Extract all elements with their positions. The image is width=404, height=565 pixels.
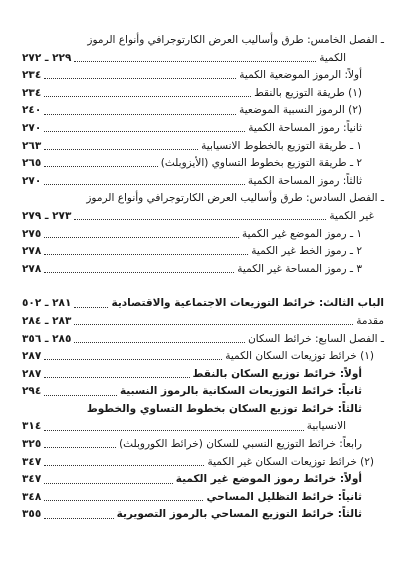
toc-entry-page: ٢٣٤ xyxy=(22,69,42,82)
toc-entry-title: ثالثاً: رموز المساحة الكمية xyxy=(247,174,362,187)
toc-entry-title: أولاً: خرائط توزيع السكان بالنقط xyxy=(192,367,362,380)
dot-leader xyxy=(44,447,116,448)
toc-entry-page: ٣٤٧ xyxy=(22,473,42,486)
toc-entry xyxy=(22,102,384,120)
toc-entry-title: ـ الفصل السادس: طرق وأساليب العرض الكارتوجرافي وأنواع الرموز xyxy=(86,192,384,205)
toc-entry xyxy=(22,295,384,313)
toc-entry-title: غير الكمية xyxy=(329,209,374,222)
toc-entry-page: ٣٢٥ xyxy=(22,438,42,451)
toc-entry-page: ٢٩٤ xyxy=(22,385,42,398)
toc-entry xyxy=(22,401,384,419)
toc-entry-page: ٢٨١ ـ ٥٠٢ xyxy=(22,297,72,310)
toc-entry xyxy=(22,67,384,85)
toc-entry-page: ٢٨٣ ـ ٢٨٤ xyxy=(22,314,72,327)
toc-entry-title: ثانياً: خرائط التوزيعات السكانية بالرموز النسبية xyxy=(119,385,362,398)
toc-entry-title: الباب الثالث: خرائط التوزيعات الاجتماعية والاقتصادية xyxy=(111,297,384,310)
toc-entry xyxy=(22,348,384,366)
toc-entry-page: ٣٤٨ xyxy=(22,490,42,503)
dot-leader xyxy=(74,307,108,308)
dot-leader xyxy=(44,166,158,167)
dot-leader xyxy=(44,254,248,255)
toc-entry xyxy=(22,366,384,384)
dot-leader xyxy=(44,184,245,185)
dot-leader xyxy=(74,342,245,343)
toc-entry-page: ٢٢٩ ـ ٢٧٢ xyxy=(22,51,72,64)
toc-entry xyxy=(22,436,384,454)
dot-leader xyxy=(44,272,234,273)
toc-entry-title: (١) طريقة التوزيع بالنقط xyxy=(254,86,362,99)
dot-leader xyxy=(44,131,245,132)
toc-entry-page: ٢٣٤ xyxy=(22,86,42,99)
dot-leader xyxy=(44,149,198,150)
toc-entry xyxy=(22,173,384,191)
toc-entry xyxy=(22,506,384,524)
toc-entry-page: ٣١٤ xyxy=(22,420,42,433)
toc-entry-title: رابعاً: خرائط التوزيع النسبي للسكان (خرائط الكوروبلث) xyxy=(119,438,362,451)
dot-leader xyxy=(44,430,303,431)
toc-entry xyxy=(22,208,384,226)
dot-leader xyxy=(74,219,326,220)
toc-entry-title: ٣ ـ رموز المساحة غير الكمية xyxy=(237,262,362,275)
toc-entry-title: ـ الفصل السابع: خرائط السكان xyxy=(248,332,384,345)
toc-entry-page: ٢٧٠ xyxy=(22,121,42,134)
toc-entry-page: ٣٤٧ xyxy=(22,455,42,468)
dot-leader xyxy=(44,114,236,115)
toc-entry xyxy=(22,383,384,401)
toc-entry-page: ٢٦٣ xyxy=(22,139,42,152)
toc-entry-title: أولاً: الرموز الموضعية الكمية xyxy=(239,69,362,82)
toc-entry xyxy=(22,120,384,138)
toc-entry-page: ٢٧٨ xyxy=(22,245,42,258)
dot-leader xyxy=(44,483,172,484)
toc-entry-page: ٢٧٣ ـ ٢٧٩ xyxy=(22,209,72,222)
toc-entry-page: ٢٧٨ xyxy=(22,262,42,275)
toc-entry xyxy=(22,138,384,156)
toc-entry xyxy=(22,226,384,244)
toc-entry-title: ثالثاً: خرائط التوزيع المساحي بالرموز التصويرية xyxy=(116,508,362,521)
toc-entry-title: أولاً: خرائط رموز الموضع غير الكمية xyxy=(175,473,362,486)
dot-leader xyxy=(44,518,113,519)
toc-entry xyxy=(22,261,384,279)
toc-entry xyxy=(22,190,384,208)
toc-entry-page: ٢٨٥ ـ ٣٥٦ xyxy=(22,332,72,345)
toc-entry-title: (١) خرائط توزيعات السكان الكمية xyxy=(225,350,374,363)
toc-entry xyxy=(22,418,384,436)
toc-entry-title: ثانياً: رموز المساحة الكمية xyxy=(248,121,362,134)
toc-entry xyxy=(22,313,384,331)
toc-entry-page: ٣٥٥ xyxy=(22,508,42,521)
toc-entry-title: ـ الفصل الخامس: طرق وأساليب العرض الكارتوجرافي وأنواع الرموز xyxy=(87,34,384,46)
toc-entry-title: (٢) الرموز النسبية الموضعية xyxy=(239,104,362,117)
dot-leader xyxy=(44,377,189,378)
toc-entry-title: ١ ـ رموز الموضع غير الكمية xyxy=(242,227,362,240)
toc-entry-page: ٢٧٥ xyxy=(22,227,42,240)
toc-entry-title: ١ ـ طريقة التوزيع بالخطوط الانسيابية xyxy=(201,139,362,152)
dot-leader xyxy=(74,324,353,325)
dot-leader xyxy=(44,78,236,79)
toc-entry xyxy=(22,85,384,103)
dot-leader xyxy=(44,237,239,238)
toc-entry-page: ٢٧٠ xyxy=(22,174,42,187)
dot-leader xyxy=(44,395,117,396)
dot-leader xyxy=(44,500,203,501)
toc-entry-title: ثالثاً: خرائط توزيع السكان بخطوط التساوي والخطوط xyxy=(86,402,362,415)
toc-entry xyxy=(22,243,384,261)
toc-entry xyxy=(22,331,384,349)
toc-entry-title: (٢) خرائط توزيعات السكان غير الكمية xyxy=(207,455,374,468)
toc-entry xyxy=(22,155,384,173)
toc-entry-title: ثانياً: خرائط التظليل المساحي xyxy=(206,490,362,503)
toc-entry-title: ٢ ـ طريقة التوزيع بخطوط التساوي (الأيزوبلث) xyxy=(160,157,362,170)
toc-entry xyxy=(22,471,384,489)
toc-entry xyxy=(22,454,384,472)
toc-entry-page: ٢٨٧ xyxy=(22,367,42,380)
toc-entry-page: ٢٨٧ xyxy=(22,350,42,363)
dot-leader xyxy=(44,359,222,360)
toc-entry-title: ٢ ـ رموز الخط غير الكمية xyxy=(251,245,362,258)
toc-entry-title: مقدمة xyxy=(356,314,384,327)
toc-entry xyxy=(22,50,384,68)
section-gap xyxy=(22,278,384,295)
dot-leader xyxy=(74,61,316,62)
dot-leader xyxy=(44,465,204,466)
toc-entry-title: الانسيابية xyxy=(306,420,346,433)
toc-entry-page: ٢٤٠ xyxy=(22,104,42,117)
toc-entry-page: ٢٦٥ xyxy=(22,157,42,170)
toc-entry xyxy=(22,32,384,50)
dot-leader xyxy=(44,96,251,97)
toc-entry-title: الكمية xyxy=(319,51,346,64)
toc-entry xyxy=(22,489,384,507)
